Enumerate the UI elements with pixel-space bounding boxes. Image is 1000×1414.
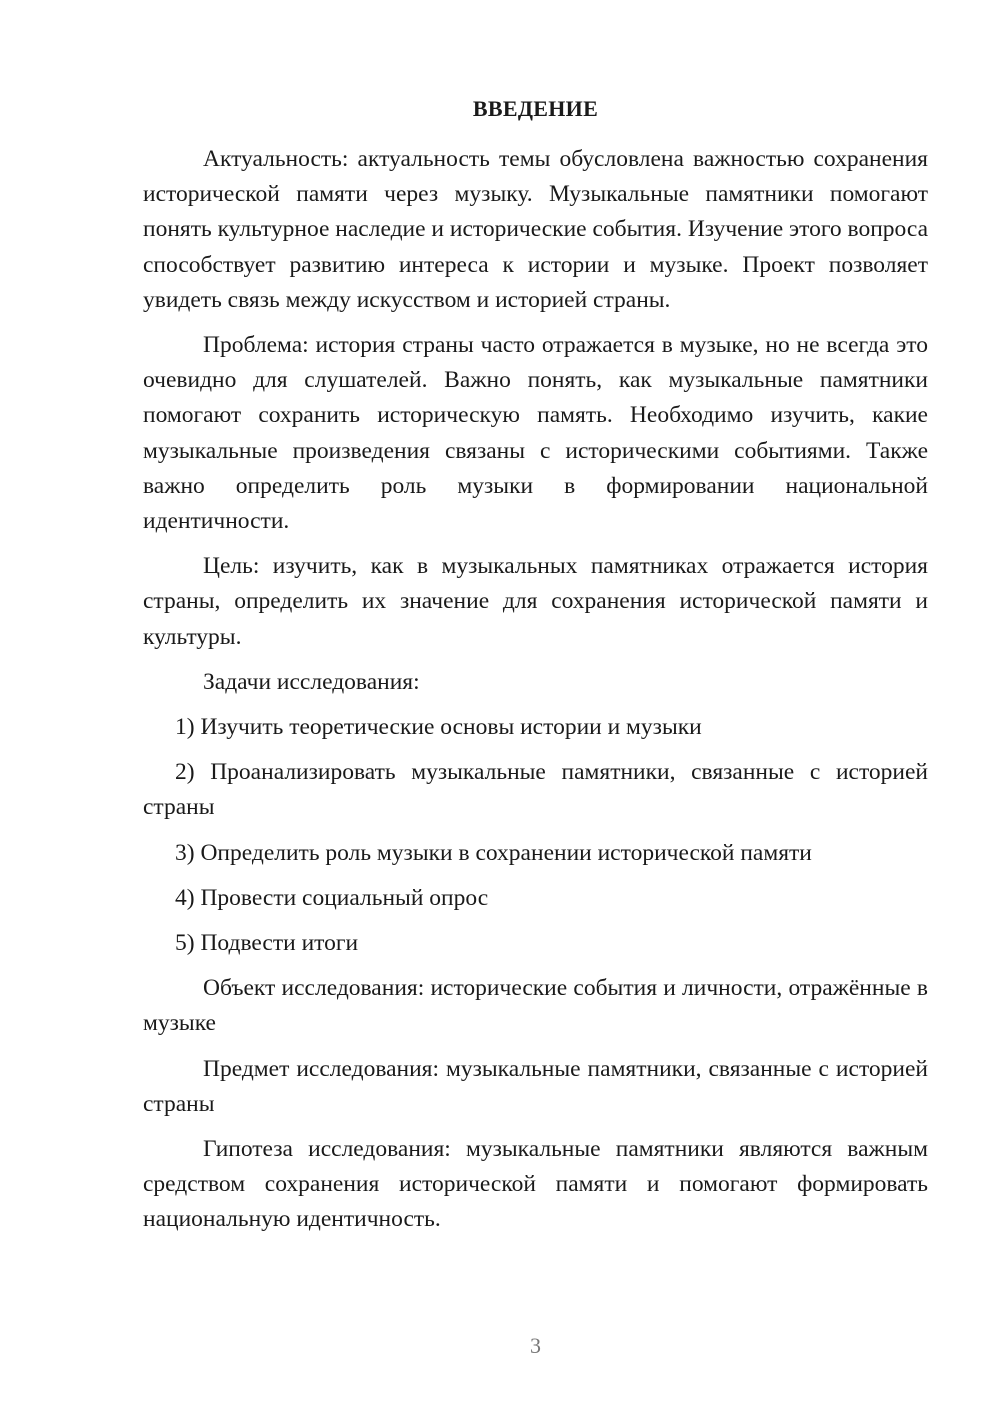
- task-item: 3) Определить роль музыки в сохранении исторической памяти: [175, 839, 812, 866]
- page-title: ВВЕДЕНИЕ: [472, 96, 599, 121]
- relevance-paragraph: Актуальность: актуальность темы обусловлена важностью сохранения исторической памяти через музыку. Музыкальные памятники помогают понять культурное наследие и исторические события. Изучение этого вопроса способствует развитию интереса к истории и музыке. Проект позволяет увидеть связь между искусством и историей страны.: [143, 146, 929, 313]
- goal-paragraph: Цель: изучить, как в музыкальных памятниках отражается история страны, определить их значение для сохранения исторической памяти и культуры.: [143, 553, 928, 650]
- hypothesis-paragraph: Гипотеза исследования: музыкальные памятники являются важным средством сохранения исторической памяти и помогают формировать национальную идентичность.: [143, 1136, 928, 1233]
- subject-paragraph: Предмет исследования: музыкальные памятники, связанные с историей страны: [143, 1055, 928, 1117]
- problem-paragraph: Проблема: история страны часто отражается в музыке, но не всегда это очевидно для слушателей. Важно понять, как музыкальные памятники помогают сохранить историческую память. Необходимо изучить, какие музыкальные произведения связаны с историческими событиями. Также важно определить роль музыки в формировании национальной идентичности.: [143, 332, 928, 535]
- task-item: 1) Изучить теоретические основы истории и музыки: [175, 714, 702, 741]
- document-body: [143, 142, 928, 1248]
- task-item: 2) Проанализировать музыкальные памятники, связанные с историей страны: [143, 759, 928, 821]
- task-item: 4) Провести социальный опрос: [175, 884, 489, 911]
- task-item: 5) Подвести итоги: [175, 930, 359, 957]
- tasks-heading: Задачи исследования:: [203, 668, 420, 695]
- object-paragraph: Объект исследования: исторические события и личности, отражённые в музыке: [143, 975, 928, 1037]
- page-number: 3: [530, 1333, 541, 1358]
- document-page: [143, 0, 928, 1414]
